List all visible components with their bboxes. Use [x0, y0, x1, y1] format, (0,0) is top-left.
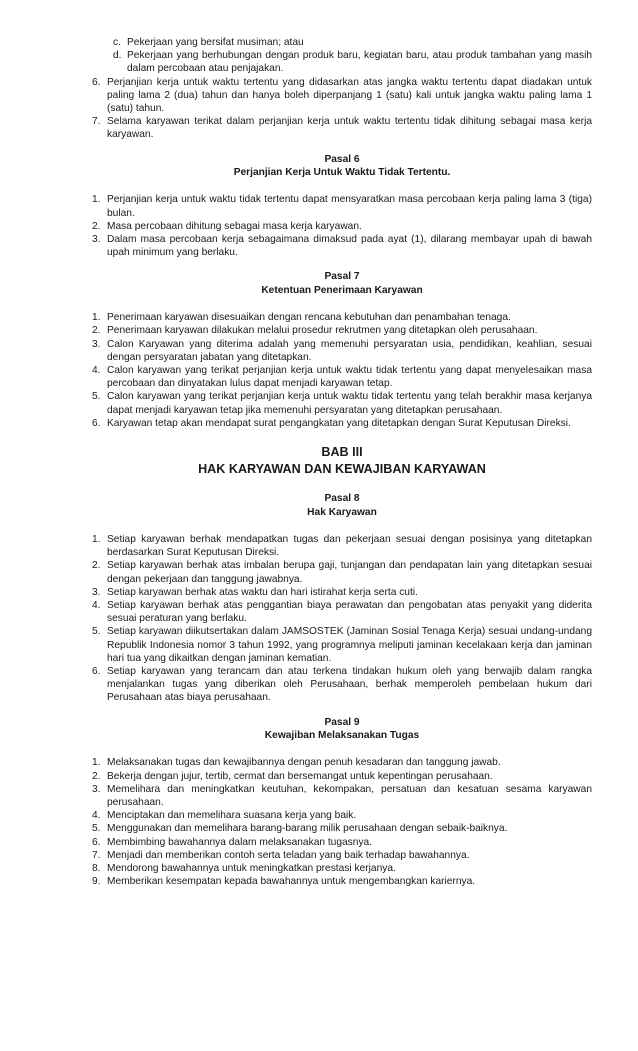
document-body	[92, 36, 592, 888]
list-text: Melaksanakan tugas dan kewajibannya dengan penuh kesadaran dan tanggung jawab.	[107, 757, 501, 769]
list-item	[92, 76, 592, 116]
list-marker: c.	[113, 37, 121, 48]
list-item	[92, 822, 592, 835]
list-text: Pekerjaan yang bersifat musiman; atau	[127, 37, 304, 48]
list-text: Membimbing bawahannya dalam melaksanakan tugasnya.	[107, 836, 373, 848]
list-item	[113, 36, 592, 49]
list-item	[92, 559, 592, 585]
list-text: Karyawan tetap akan mendapat surat pengangkatan yang ditetapkan dengan Surat Keputusan Direksi.	[107, 417, 571, 429]
list-marker: 5.	[92, 823, 101, 835]
list-item	[92, 338, 592, 364]
list-marker: 6.	[92, 665, 101, 677]
pasal-6-number: Pasal 6	[324, 153, 360, 165]
list-marker: 8.	[92, 862, 101, 874]
list-marker: 4.	[92, 599, 101, 611]
list-item	[113, 49, 592, 75]
pasal-8-title: Hak Karyawan	[307, 506, 377, 518]
list-text: Calon karyawan yang terikat perjanjian kerja untuk waktu tidak tertentu yang dapat menyelesaikan masa percobaan dan dinyatakan lulus dapat menjadi karyawan tetap.	[107, 365, 592, 390]
pasal-7-title: Ketentuan Penerimaan Karyawan	[261, 284, 423, 296]
list-item	[92, 193, 592, 219]
list-marker: 6.	[92, 836, 101, 848]
list-item	[92, 836, 592, 849]
list-item	[92, 849, 592, 862]
pasal-9-number: Pasal 9	[324, 716, 360, 728]
pasal-7-list	[92, 311, 592, 430]
list-item	[92, 770, 592, 783]
list-text: Menjadi dan memberikan contoh serta teladan yang baik terhadap bawahannya.	[107, 849, 470, 861]
list-item	[92, 364, 592, 390]
list-text: Setiap karyawan diikutsertakan dalam JAMSOSTEK (Jaminan Sosial Tenaga Kerja) sesuai undang-undang Republik Indonesia nomor 3 tahun 1992, yang programnya meliputi jaminan kecelakaan kerja dan jaminan hari tua yang dikaitkan dengan jaminan kematian.	[107, 626, 592, 664]
pasal-8-number: Pasal 8	[324, 493, 360, 505]
list-text: Setiap karyawan berhak atas imbalan berupa gaji, tunjangan dan pendapatan lain yang ditetapkan sesuai dengan pekerjaan dan tanggung jawabnya.	[107, 560, 592, 585]
list-text: Pekerjaan yang berhubungan dengan produk baru, kegiatan baru, atau produk tambahan yang masih dalam percobaan atau penjajakan.	[127, 50, 592, 75]
list-item	[92, 862, 592, 875]
list-marker: 7.	[92, 116, 101, 128]
list-item	[92, 390, 592, 416]
list-text: Perjanjian kerja untuk waktu tertentu yang didasarkan atas jangka waktu tertentu dapat diadakan untuk paling lama 2 (dua) tahun dan hanya boleh diperpanjang 1 (satu) kali untuk jangka waktu paling lama 1 (satu) tahun.	[107, 76, 592, 115]
list-item	[92, 756, 592, 769]
list-item	[92, 311, 592, 324]
list-item	[92, 665, 592, 705]
pasal-7-number: Pasal 7	[324, 271, 360, 283]
pasal-6-list	[92, 193, 592, 259]
list-item	[92, 875, 592, 888]
list-item	[92, 625, 592, 665]
list-text: Dalam masa percobaan kerja sebagaimana dimaksud pada ayat (1), dilarang membayar upah di bawah upah minimum yang berlaku.	[107, 234, 592, 259]
list-marker: 2.	[92, 560, 101, 572]
list-text: Setiap karyawan berhak atas penggantian biaya perawatan dan pengobatan atas penyakit yang diderita sesuai peraturan yang berlaku.	[107, 599, 592, 625]
list-marker: 1.	[92, 312, 101, 324]
list-marker: 6.	[92, 76, 101, 88]
list-marker: 3.	[92, 586, 101, 598]
list-item	[92, 115, 592, 141]
list-marker: 3.	[92, 783, 101, 795]
list-marker: 3.	[92, 234, 101, 246]
list-marker: 1.	[92, 194, 101, 206]
list-marker: 5.	[92, 391, 101, 403]
list-text: Setiap karyawan berhak mendapatkan tugas dan pekerjaan sesuai dengan posisinya yang ditetapkan berdasarkan Surat Keputusan Direksi.	[107, 533, 592, 559]
list-text: Menggunakan dan memelihara barang-barang milik perusahaan dengan sebaik-baiknya.	[107, 823, 508, 835]
list-text: Setiap karyawan berhak atas waktu dan hari istirahat kerja serta cuti.	[107, 586, 418, 598]
list-text: Masa percobaan dihitung sebagai masa kerja karyawan.	[107, 220, 362, 232]
intro-sub-list	[113, 36, 592, 76]
list-text: Bekerja dengan jujur, tertib, cermat dan bersemangat untuk kepentingan perusahaan.	[107, 770, 493, 782]
chapter-label: BAB III	[321, 445, 363, 460]
list-marker: 2.	[92, 220, 101, 232]
list-item	[92, 417, 592, 430]
list-text: Setiap karyawan yang terancam dan atau terkena tindakan hukum oleh yang berwajib dalam rangka menjalankan tugas yang diberikan oleh Perusahaan, berhak memperoleh pembelaan hukum dari Perusahaan atas biaya perusahaan.	[107, 665, 592, 704]
list-marker: 7.	[92, 849, 101, 861]
list-text: Perjanjian kerja untuk waktu tidak tertentu dapat mensyaratkan masa percobaan kerja paling lama 3 (tiga) bulan.	[107, 194, 592, 219]
list-marker: 4.	[92, 365, 101, 377]
list-marker: 1.	[92, 757, 101, 769]
list-marker: 2.	[92, 770, 101, 782]
list-item	[92, 599, 592, 625]
list-text: Memelihara dan meningkatkan keutuhan, kekompakan, persatuan dan kesatuan sesama karyawan perusahaan.	[107, 783, 592, 808]
chapter-title: HAK KARYAWAN DAN KEWAJIBAN KARYAWAN	[198, 462, 486, 477]
list-marker: 1.	[92, 533, 101, 545]
list-marker: 6.	[92, 417, 101, 429]
list-marker: 9.	[92, 876, 101, 888]
list-item	[92, 586, 592, 599]
pasal-9-title: Kewajiban Melaksanakan Tugas	[264, 729, 420, 741]
list-text: Calon karyawan yang terikat perjanjian kerja untuk waktu tidak tertentu yang telah berakhir masa kerjanya dapat menjadi karyawan tetap jika memenuhi persyaratan yang ditetapkan perusahaan.	[107, 391, 592, 416]
list-marker: 2.	[92, 325, 101, 337]
list-item	[92, 324, 592, 337]
list-item	[92, 783, 592, 809]
list-text: Memberikan kesempatan kepada bawahannya untuk mengembangkan kariernya.	[107, 876, 476, 888]
intro-list	[92, 76, 592, 142]
list-item	[92, 220, 592, 233]
list-text: Selama karyawan terikat dalam perjanjian kerja untuk waktu tertentu tidak dihitung sebagai masa kerja karyawan.	[107, 116, 592, 141]
list-item	[92, 233, 592, 259]
list-item	[92, 809, 592, 822]
pasal-8-list	[92, 533, 592, 705]
list-item	[92, 533, 592, 559]
list-marker: d.	[113, 50, 122, 62]
list-marker: 5.	[92, 626, 101, 638]
list-text: Penerimaan karyawan disesuaikan dengan rencana kebutuhan dan penambahan tenaga.	[107, 312, 511, 324]
pasal-6-title: Perjanjian Kerja Untuk Waktu Tidak Tertentu.	[233, 167, 451, 179]
list-marker: 3.	[92, 338, 101, 350]
pasal-9-list	[92, 756, 592, 888]
list-text: Mendorong bawahannya untuk meningkatkan prestasi kerjanya.	[107, 862, 396, 874]
list-marker: 4.	[92, 810, 101, 822]
list-text: Calon Karyawan yang diterima adalah yang memenuhi persyaratan usia, pendidikan, keahlian, sesuai dengan persyaratan jabatan yang ditetapkan.	[107, 338, 592, 363]
list-text: Penerimaan karyawan dilakukan melalui prosedur rekrutmen yang ditetapkan oleh perusahaan.	[107, 325, 538, 337]
list-text: Menciptakan dan memelihara suasana kerja yang baik.	[107, 810, 357, 822]
